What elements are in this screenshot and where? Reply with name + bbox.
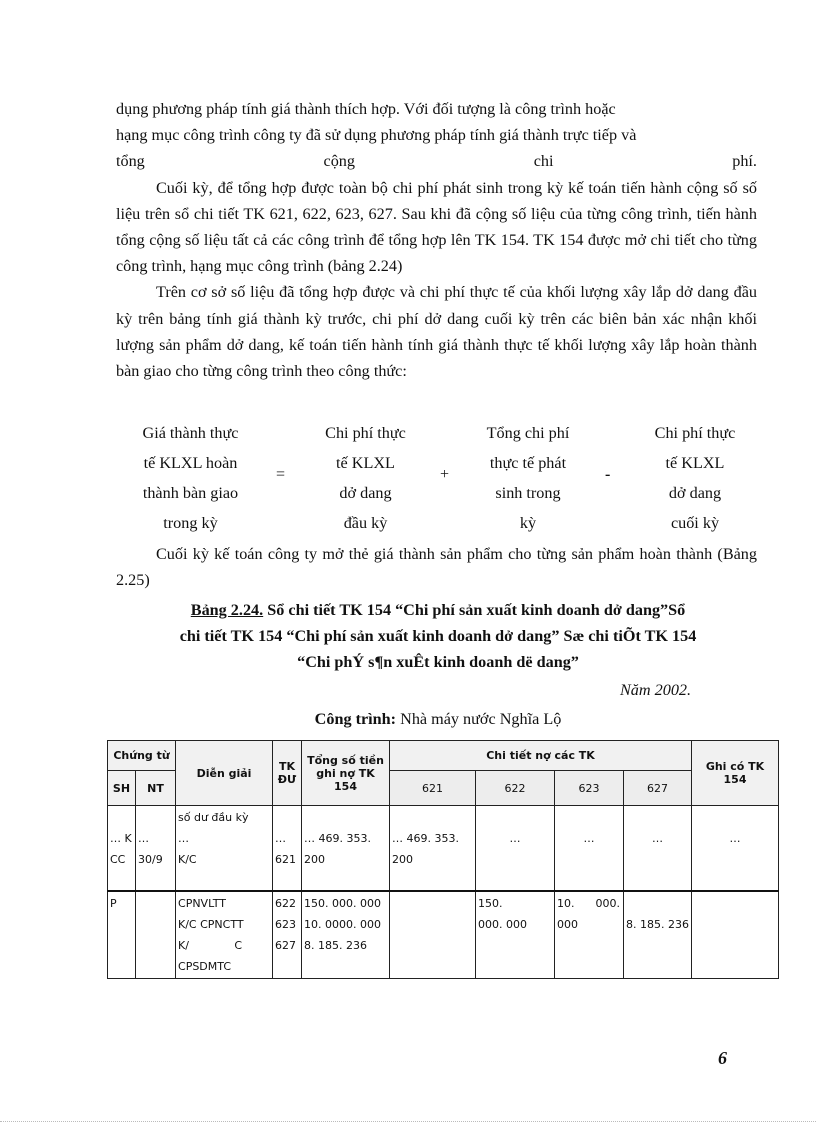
table-caption: [108, 597, 768, 675]
report-year: Năm 2002.: [620, 681, 692, 699]
project-line: [108, 710, 768, 729]
project-label: Công trình:: [314, 710, 397, 728]
header-623: 623: [555, 771, 624, 806]
header-credit: Ghi có TK 154: [692, 741, 779, 806]
caption-label: Bảng 2.24.: [190, 601, 264, 619]
project-name: Nhà máy nước Nghĩa Lộ: [396, 710, 562, 728]
minus-sign: -: [605, 466, 611, 483]
header-621: 621: [390, 771, 476, 806]
caption-line: Bảng 2.24. Sổ chi tiết TK 154 “Chi phí sản xuất kinh doanh dở dang”Sổ: [190, 601, 686, 619]
header-627: 627: [624, 771, 692, 806]
paragraph-closing: Cuối kỳ kế toán công ty mở thẻ giá thành sản phẩm cho từng sản phẩm hoàn thành (Bảng 2.25): [116, 545, 757, 590]
header-nt: NT: [136, 771, 176, 806]
text-line-justified: tổng cộng chi phí.: [116, 152, 757, 171]
text-line: dụng phương pháp tính giá thành thích hợp. Với đối tượng là công trình hoặc: [116, 100, 616, 118]
paragraph-intro: [116, 96, 757, 384]
page-number: 6: [718, 1048, 727, 1068]
formula-term-incurred-cost: Tổng chi phí thực tế phát sinh trong kỳ: [486, 424, 570, 532]
header-sh: SH: [108, 771, 136, 806]
paragraph-basis: Trên cơ sở số liệu đã tổng hợp được và chi phí thực tế của khối lượng xây lắp dở dang đầu kỳ trên bảng tính giá thành kỳ trước, chi phí dở dang cuối kỳ trên các biên bản xác nhận khối lượng sản phẩm dở dang, kế toán tiến hành tính giá thành thực tế khối lượng xây lắp hoàn thành bàn giao cho từng công trình theo công thức:: [116, 283, 757, 381]
header-contra-account: TK ĐƯ: [273, 741, 302, 806]
caption-line: “Chi phÝ s¶n xuÊt kinh doanh dë dang”: [297, 653, 579, 671]
formula-term-closing-wip: Chi phí thực tế KLXL dở dang cuối kỳ: [654, 424, 736, 532]
table-row: P CPNVLTT K/C CPNCTT K/ C CPSDMTC 622 623 627 150. 000. 000 10. 0000. 000 8. 185. 236 150. 000. 000 10. 000. 000 8. 185. 236: [108, 891, 779, 979]
caption-line: chi tiết TK 154 “Chi phí sản xuất kinh doanh dở dang” Sæ chi tiÕt TK 154: [179, 627, 697, 645]
header-voucher: Chứng từ: [108, 741, 176, 771]
footer-divider: [0, 1121, 816, 1122]
plus-sign: +: [440, 466, 450, 483]
header-622: 622: [476, 771, 555, 806]
table-row: … K CC … 30/9 số dư đầu kỳ … K/C … 621 … 469. 353. 200 … 469. 353. 200 … … … …: [108, 806, 779, 891]
text-line: hạng mục công trình công ty đã sử dụng phương pháp tính giá thành trực tiếp và: [116, 126, 637, 145]
equals-sign: =: [276, 466, 286, 483]
formula-term-opening-wip: Chi phí thực tế KLXL dở dang đầu kỳ: [325, 424, 406, 532]
ledger-table: [107, 740, 779, 979]
header-description: Diễn giải: [176, 741, 273, 806]
header-total-debit: Tổng số tiền ghi nợ TK 154: [302, 741, 390, 806]
header-debit-detail: Chi tiết nợ các TK: [390, 741, 692, 771]
cost-formula: [108, 418, 768, 536]
paragraph-summary: Cuối kỳ, để tổng hợp được toàn bộ chi phí phát sinh trong kỳ kế toán tiến hành cộng số số liệu trên sổ chi tiết TK 621, 622, 623, 627. Sau khi đã cộng số liệu của từng công trình, tiến hành tổng cộng số liệu tất cả các công trình để tổng hợp lên TK 154. TK 154 được mở chi tiết cho từng công trình, hạng mục công trình (bảng 2.24): [116, 178, 757, 276]
formula-term-completed-cost: Giá thành thực tế KLXL hoàn thành bàn giao trong kỳ: [142, 424, 239, 532]
